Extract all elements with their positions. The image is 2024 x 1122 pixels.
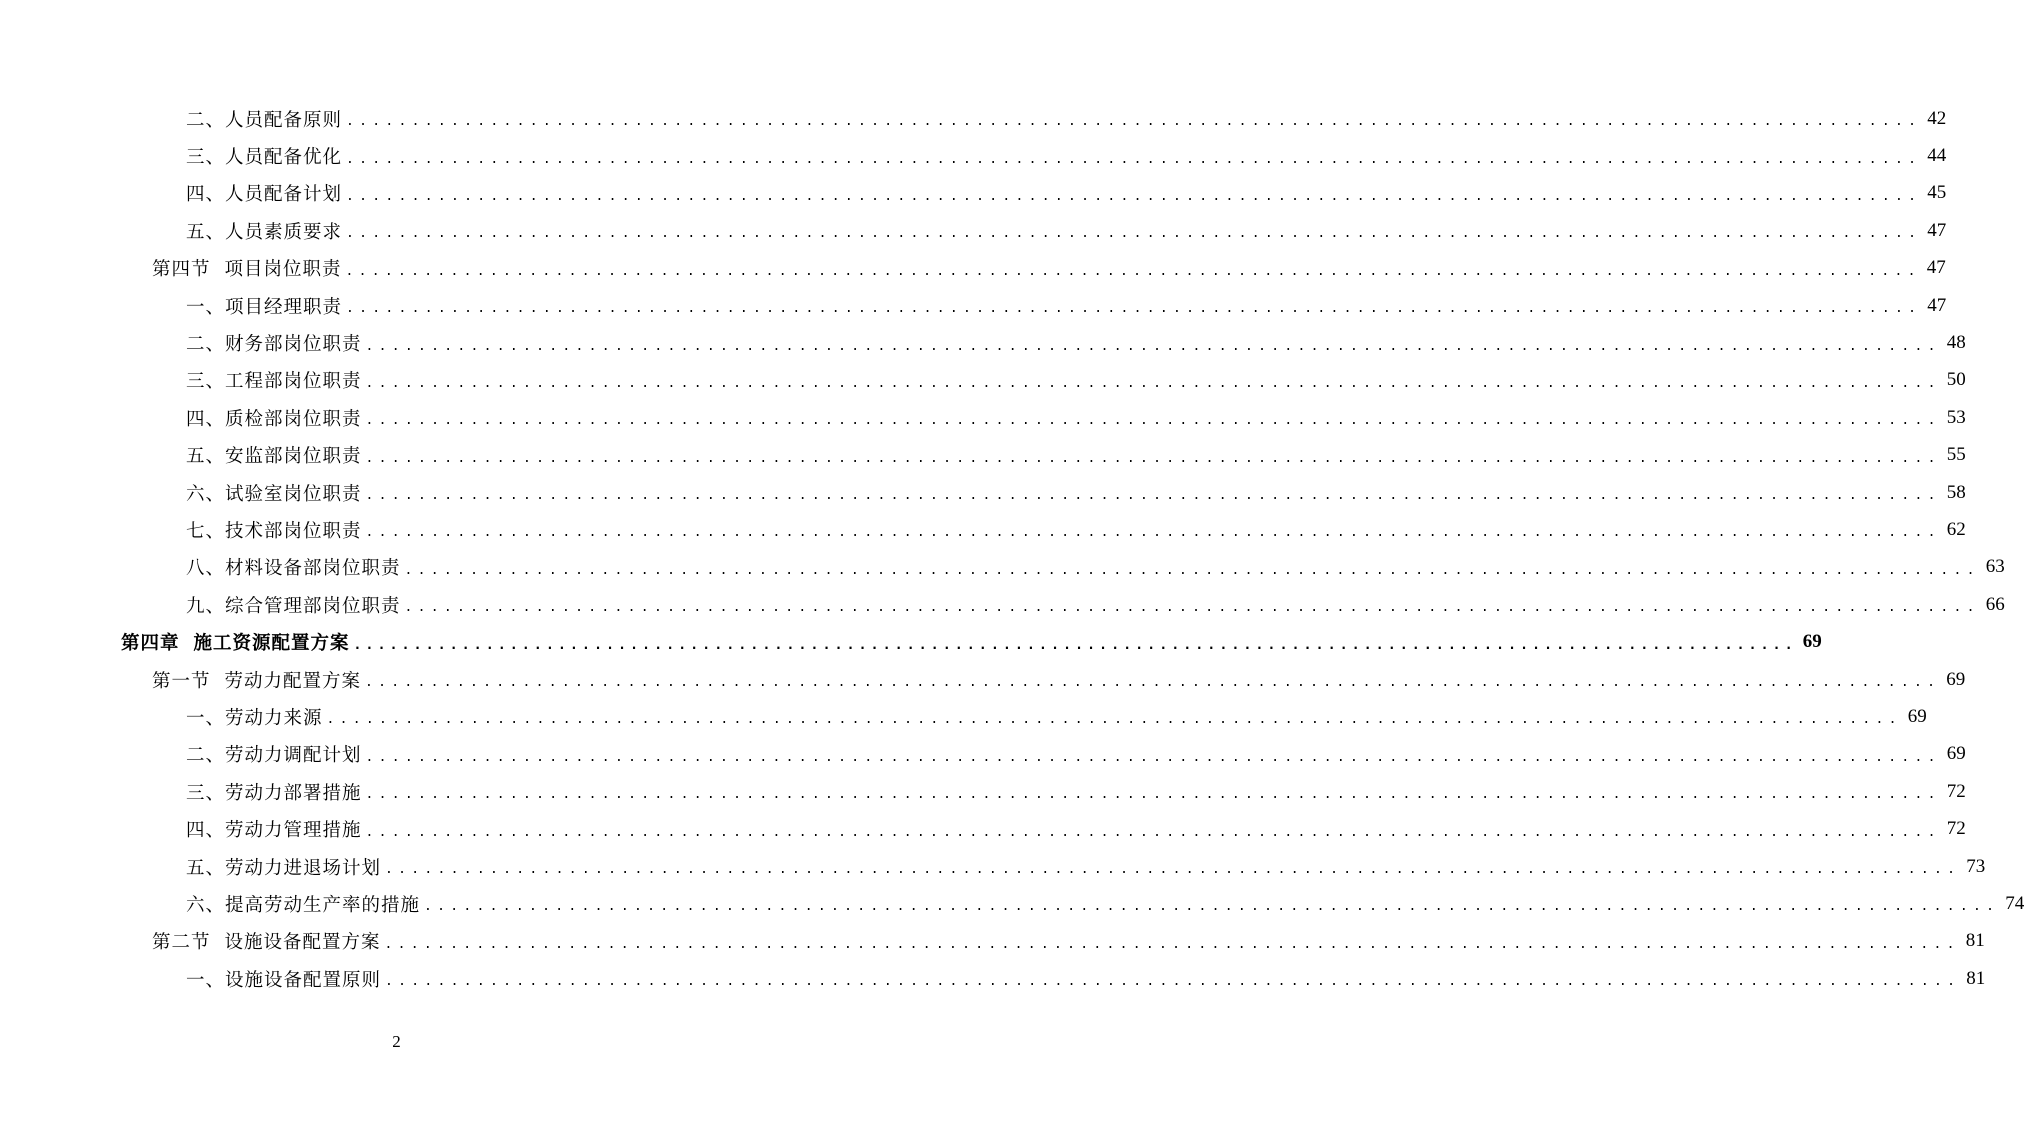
toc-dot-leader: ........................................................................................................................ bbox=[346, 301, 1922, 317]
toc-dot-leader: ........................................................................................................................ bbox=[365, 749, 1941, 765]
toc-entry-title bbox=[186, 966, 381, 992]
toc-page-number: 73 bbox=[1966, 855, 1986, 877]
toc-dot-leader: ........................................................................................................................ bbox=[404, 600, 1980, 616]
toc-entry-text: 人员素质要求 bbox=[225, 221, 343, 243]
toc-entry-number: 四、 bbox=[186, 408, 226, 430]
toc-page-number: 62 bbox=[1946, 518, 1966, 540]
toc-subsection-entry[interactable] bbox=[0, 773, 1966, 810]
toc-entry-number: 三、 bbox=[186, 371, 226, 393]
toc-entry-number: 六、 bbox=[186, 483, 226, 505]
toc-subsection-entry[interactable] bbox=[0, 175, 1947, 212]
toc-entry-title bbox=[186, 554, 401, 580]
table-of-contents bbox=[0, 100, 2024, 997]
toc-entry-text: 项目岗位职责 bbox=[224, 259, 342, 281]
toc-section-entry[interactable] bbox=[0, 250, 1946, 287]
toc-entry-text: 劳动力管理措施 bbox=[225, 820, 362, 842]
toc-page-number: 69 bbox=[1907, 705, 1927, 727]
toc-entry-number: 四、 bbox=[186, 184, 226, 206]
toc-dot-leader: ........................................................................................................................ bbox=[365, 824, 1941, 840]
toc-dot-leader: ........................................................................................................................ bbox=[365, 413, 1941, 429]
toc-dot-leader: ........................................................................................................................ bbox=[346, 151, 1922, 167]
toc-dot-leader: ........................................................................................................................ bbox=[346, 188, 1922, 204]
toc-subsection-entry[interactable] bbox=[0, 100, 1947, 137]
toc-subsection-entry[interactable] bbox=[0, 736, 1966, 773]
toc-page-number: 45 bbox=[1927, 182, 1947, 204]
toc-section-entry[interactable] bbox=[0, 661, 1966, 698]
toc-entry-number: 八、 bbox=[186, 558, 226, 580]
toc-dot-leader: ........................................................................................................................ bbox=[345, 263, 1921, 279]
toc-entry-number: 一、 bbox=[186, 296, 226, 318]
toc-entry-title bbox=[186, 367, 362, 393]
toc-entry-number: 六、 bbox=[186, 894, 226, 916]
toc-dot-leader: ........................................................................................................................ bbox=[365, 375, 1941, 391]
toc-page-number: 72 bbox=[1946, 780, 1966, 802]
toc-entry-title bbox=[121, 629, 350, 655]
toc-entry-text: 设施设备配置方案 bbox=[224, 932, 381, 954]
toc-subsection-entry[interactable] bbox=[0, 324, 1966, 361]
toc-entry-text: 项目经理职责 bbox=[225, 296, 343, 318]
toc-entry-number: 第四章 bbox=[121, 633, 180, 655]
toc-dot-leader: ........................................................................................................................ bbox=[385, 974, 1961, 990]
toc-entry-title bbox=[186, 517, 362, 543]
toc-entry-title bbox=[186, 106, 342, 132]
toc-entry-text: 劳动力部署措施 bbox=[225, 782, 362, 804]
toc-subsection-entry[interactable] bbox=[0, 212, 1947, 249]
toc-entry-title bbox=[186, 592, 401, 618]
toc-entry-number: 九、 bbox=[186, 595, 226, 617]
toc-page-number: 42 bbox=[1927, 107, 1947, 129]
toc-chapter-entry[interactable] bbox=[0, 623, 1822, 660]
toc-page-number: 69 bbox=[1946, 743, 1966, 765]
toc-subsection-entry[interactable] bbox=[0, 437, 1966, 474]
toc-entry-number: 二、 bbox=[186, 745, 226, 767]
toc-entry-number: 一、 bbox=[186, 707, 226, 729]
toc-entry-title bbox=[152, 255, 342, 281]
toc-page-number: 58 bbox=[1946, 481, 1966, 503]
toc-page-number: 48 bbox=[1946, 332, 1966, 354]
toc-page-number: 47 bbox=[1927, 294, 1947, 316]
toc-page-number: 66 bbox=[1985, 593, 2005, 615]
toc-page-number: 55 bbox=[1946, 444, 1966, 466]
toc-page-number: 47 bbox=[1926, 257, 1946, 279]
toc-subsection-entry[interactable] bbox=[0, 698, 1927, 735]
toc-subsection-entry[interactable] bbox=[0, 848, 1986, 885]
toc-entry-title bbox=[186, 218, 342, 244]
toc-subsection-entry[interactable] bbox=[0, 511, 1966, 548]
toc-dot-leader: ........................................................................................................................ bbox=[346, 114, 1922, 130]
toc-page-number: 44 bbox=[1927, 145, 1947, 167]
toc-entry-text: 工程部岗位职责 bbox=[225, 371, 362, 393]
toc-entry-title bbox=[186, 704, 323, 730]
toc-entry-title bbox=[186, 405, 362, 431]
toc-entry-title bbox=[186, 816, 362, 842]
toc-subsection-entry[interactable] bbox=[0, 362, 1966, 399]
toc-subsection-entry[interactable] bbox=[0, 287, 1947, 324]
toc-entry-number: 五、 bbox=[186, 221, 226, 243]
toc-entry-text: 综合管理部岗位职责 bbox=[225, 595, 401, 617]
toc-entry-text: 安监部岗位职责 bbox=[225, 446, 362, 468]
toc-dot-leader: ........................................................................................................................ bbox=[365, 338, 1941, 354]
toc-dot-leader: ........................................................................................................................ bbox=[365, 450, 1941, 466]
toc-page-number: 74 bbox=[2005, 892, 2024, 914]
toc-page-number: 81 bbox=[1966, 967, 1986, 989]
toc-entry-number: 一、 bbox=[186, 969, 226, 991]
toc-page-number: 72 bbox=[1946, 818, 1966, 840]
toc-subsection-entry[interactable] bbox=[0, 885, 2024, 922]
toc-dot-leader: ........................................................................................................................ bbox=[353, 637, 1797, 653]
toc-dot-leader: ........................................................................................................................ bbox=[365, 525, 1941, 541]
toc-entry-title bbox=[186, 480, 362, 506]
toc-page-number: 50 bbox=[1946, 369, 1966, 391]
toc-entry-text: 施工资源配置方案 bbox=[193, 633, 350, 655]
toc-page-number: 47 bbox=[1927, 219, 1947, 241]
toc-dot-leader: ........................................................................................................................ bbox=[326, 712, 1902, 728]
toc-subsection-entry[interactable] bbox=[0, 586, 2005, 623]
toc-entry-title bbox=[186, 741, 362, 767]
toc-entry-number: 第四节 bbox=[152, 259, 211, 281]
toc-dot-leader: ........................................................................................................................ bbox=[384, 936, 1960, 952]
toc-page-number: 69 bbox=[1802, 631, 1822, 653]
toc-entry-title bbox=[186, 854, 381, 880]
toc-subsection-entry[interactable] bbox=[0, 960, 1986, 997]
toc-dot-leader: ........................................................................................................................ bbox=[385, 862, 1961, 877]
toc-entry-text: 财务部岗位职责 bbox=[225, 334, 362, 356]
toc-entry-text: 技术部岗位职责 bbox=[225, 520, 362, 542]
toc-entry-number: 二、 bbox=[186, 109, 226, 131]
toc-entry-title bbox=[186, 330, 362, 356]
toc-entry-text: 人员配备原则 bbox=[225, 109, 343, 131]
toc-page-number: 63 bbox=[1985, 556, 2005, 578]
toc-entry-text: 人员配备优化 bbox=[225, 147, 343, 169]
toc-subsection-entry[interactable] bbox=[0, 137, 1947, 174]
toc-entry-number: 五、 bbox=[186, 446, 226, 468]
toc-dot-leader: ........................................................................................................................ bbox=[365, 675, 1941, 691]
page-number: 2 bbox=[392, 1032, 401, 1051]
toc-entry-title bbox=[152, 928, 381, 954]
toc-subsection-entry[interactable] bbox=[0, 399, 1966, 436]
toc-entry-number: 第一节 bbox=[152, 670, 211, 692]
toc-section-entry[interactable] bbox=[0, 923, 1985, 960]
toc-page-number: 81 bbox=[1965, 930, 1985, 952]
toc-entry-title bbox=[186, 143, 342, 169]
toc-entry-number: 三、 bbox=[186, 782, 226, 804]
toc-entry-title bbox=[186, 180, 342, 206]
toc-page-number: 69 bbox=[1946, 668, 1966, 690]
toc-entry-text: 质检部岗位职责 bbox=[225, 408, 362, 430]
toc-entry-title bbox=[186, 442, 362, 468]
toc-entry-title bbox=[186, 891, 420, 917]
toc-entry-number: 第二节 bbox=[152, 932, 211, 954]
toc-entry-text: 劳动力配置方案 bbox=[224, 670, 362, 692]
toc-entry-title bbox=[186, 779, 362, 805]
toc-entry-text: 提高劳动生产率的措施 bbox=[225, 894, 421, 916]
toc-dot-leader: ........................................................................................................................ bbox=[424, 899, 2000, 915]
toc-subsection-entry[interactable] bbox=[0, 474, 1966, 511]
toc-subsection-entry[interactable] bbox=[0, 810, 1966, 847]
toc-dot-leader: ........................................................................................................................ bbox=[365, 488, 1941, 504]
toc-entry-text: 材料设备部岗位职责 bbox=[225, 558, 401, 580]
toc-entry-text: 试验室岗位职责 bbox=[225, 483, 362, 505]
toc-entry-text: 劳动力调配计划 bbox=[225, 745, 362, 767]
toc-entry-number: 五、 bbox=[186, 857, 226, 879]
toc-subsection-entry[interactable] bbox=[0, 549, 2005, 586]
toc-entry-title bbox=[186, 293, 342, 319]
toc-entry-number: 四、 bbox=[186, 820, 226, 842]
toc-entry-text: 劳动力来源 bbox=[225, 707, 323, 729]
toc-dot-leader: ........................................................................................................................ bbox=[404, 562, 1980, 578]
toc-dot-leader: ........................................................................................................................ bbox=[346, 226, 1922, 242]
toc-entry-number: 二、 bbox=[186, 334, 226, 356]
toc-entry-number: 三、 bbox=[186, 147, 226, 169]
toc-entry-text: 劳动力进退场计划 bbox=[225, 857, 382, 879]
toc-page-number: 53 bbox=[1946, 406, 1966, 428]
toc-entry-text: 设施设备配置原则 bbox=[225, 969, 382, 991]
toc-entry-number: 七、 bbox=[186, 520, 226, 542]
toc-entry-title bbox=[152, 667, 361, 693]
toc-entry-text: 人员配备计划 bbox=[225, 184, 343, 206]
toc-dot-leader: ........................................................................................................................ bbox=[365, 787, 1941, 803]
